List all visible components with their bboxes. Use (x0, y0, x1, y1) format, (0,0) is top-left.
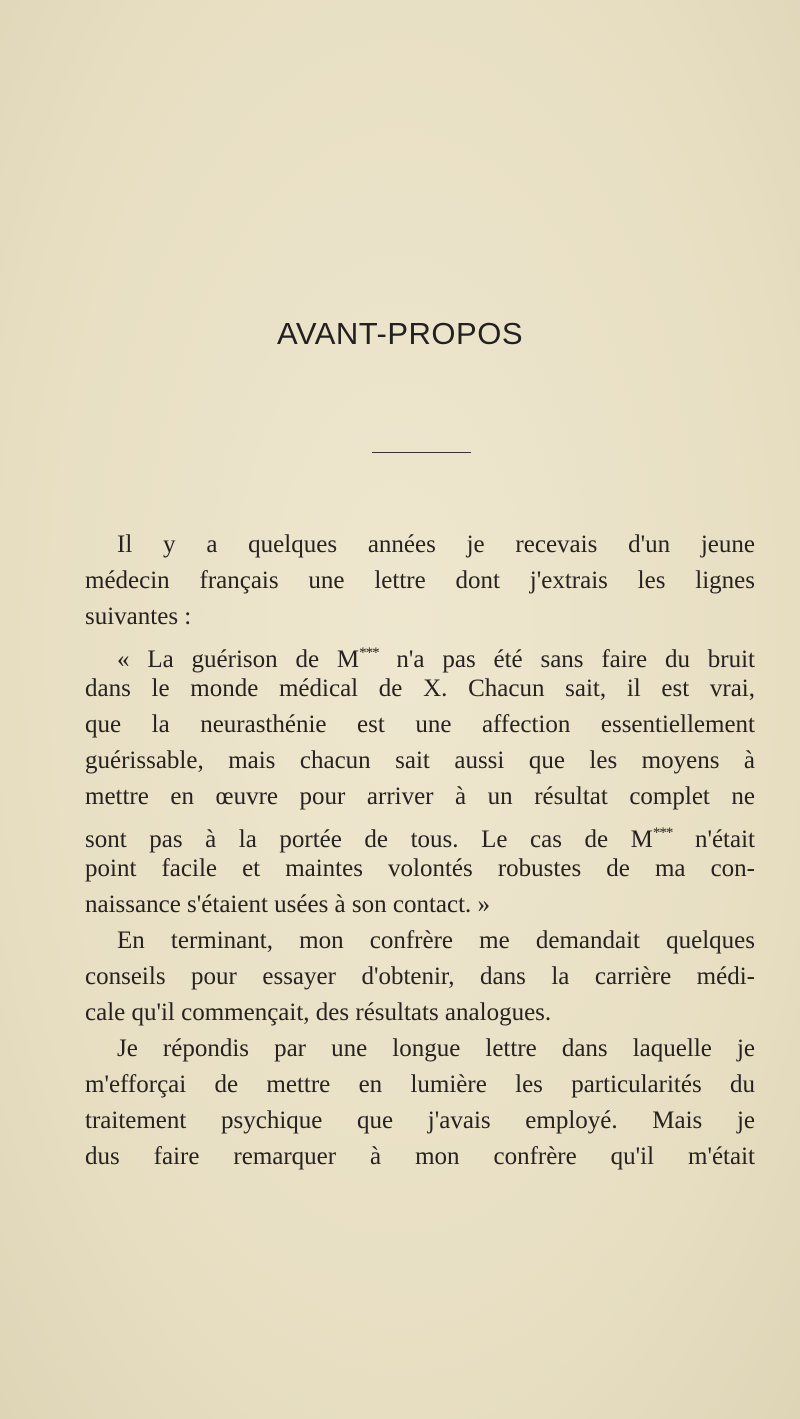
text-line: traitement psychique que j'avais employé. Mais je (85, 1107, 755, 1134)
text-line: conseils pour essayer d'obtenir, dans la carrière médi- (85, 963, 755, 990)
paragraph (85, 1031, 755, 1175)
text-line: médecin français une lettre dont j'extrais les lignes (85, 567, 755, 594)
text-line: mettre en œuvre pour arriver à un résultat complet ne (85, 783, 755, 810)
text-line: guérissable, mais chacun sait aussi que les moyens à (85, 747, 755, 774)
text-line: En terminant, mon confrère me demandait quelques (117, 927, 755, 954)
paragraph (85, 527, 755, 635)
text-line: sont pas à la portée de tous. Le cas de M*** n'était (85, 825, 755, 853)
text-line: que la neurasthénie est une affection essentiellement (85, 711, 755, 738)
text-line: Je répondis par une longue lettre dans laquelle je (117, 1035, 755, 1062)
body-text (85, 527, 755, 1175)
text-line: m'efforçai de mettre en lumière les particularités du (85, 1071, 755, 1098)
paragraph (85, 635, 755, 923)
text-line: cale qu'il commençait, des résultats analogues. (85, 999, 552, 1026)
chapter-heading: AVANT-PROPOS (276, 316, 523, 351)
text-line: « La guérison de M*** n'a pas été sans faire du bruit (117, 645, 755, 673)
text-line: Il y a quelques années je recevais d'un jeune (117, 531, 755, 558)
text-line: point facile et maintes volontés robustes de ma con- (85, 855, 755, 882)
text-line: dus faire remarquer à mon confrère qu'il m'était (85, 1143, 755, 1170)
text-line: suivantes : (85, 603, 192, 630)
heading-rule (372, 452, 471, 453)
text-line: naissance s'étaient usées à son contact. » (85, 891, 491, 918)
paragraph (85, 923, 755, 1031)
text-line: dans le monde médical de X. Chacun sait, il est vrai, (85, 675, 755, 702)
